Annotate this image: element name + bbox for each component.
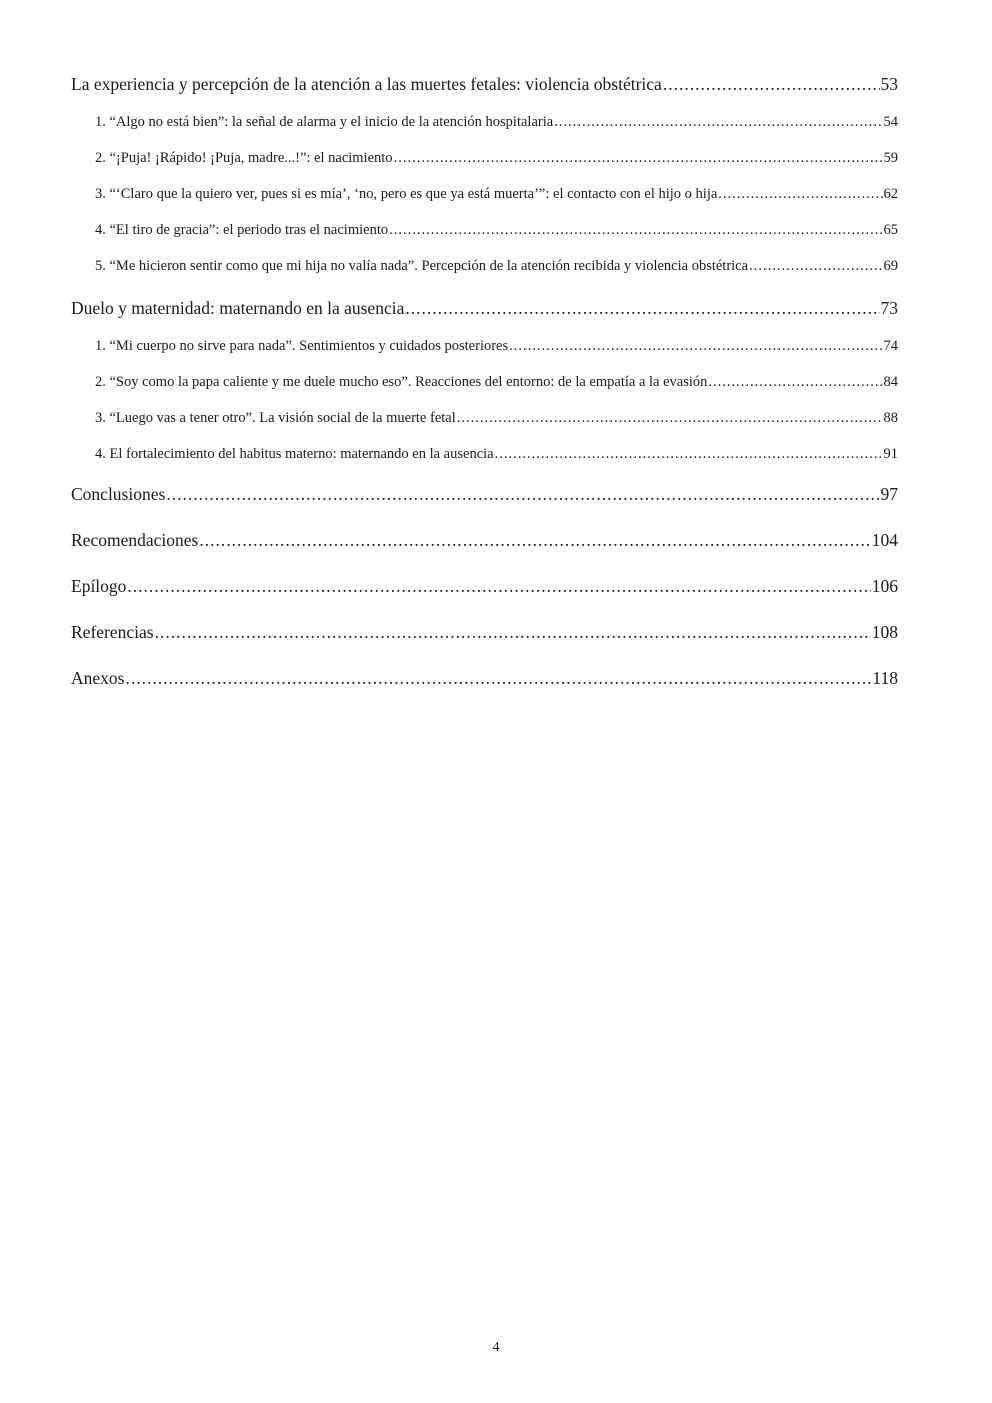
toc-entry-section[interactable]	[71, 70, 898, 98]
dot-leader	[718, 182, 882, 206]
toc-entry-subsection[interactable]	[71, 406, 898, 442]
toc-entry-page: 62	[883, 186, 898, 202]
toc-entry-title: 5. “Me hicieron sentir como que mi hija no valía nada”. Percepción de la atención recibida y violencia obstétrica	[95, 258, 749, 274]
dot-leader	[495, 442, 883, 466]
toc-entry-chapter[interactable]	[71, 618, 898, 646]
toc-entry-page: 88	[883, 410, 898, 426]
toc-entry-title: Epílogo	[71, 576, 127, 596]
toc-entry-page: 69	[883, 258, 898, 274]
toc-entry-subsection[interactable]	[71, 218, 898, 254]
toc-entry-page: 59	[883, 150, 898, 166]
toc-entry-page: 54	[883, 114, 898, 130]
toc-entry-page: 53	[880, 74, 898, 94]
dot-leader	[166, 480, 879, 508]
toc-entry-title: Conclusiones	[71, 484, 166, 504]
dot-leader	[127, 572, 870, 600]
toc-entry-page: 84	[883, 374, 898, 390]
toc-entry-title: 1. “Algo no está bien”: la señal de alarma y el inicio de la atención hospitalaria	[95, 114, 554, 130]
toc-entry-subsection[interactable]	[71, 254, 898, 290]
toc-entry-subsection[interactable]	[71, 110, 898, 146]
dot-leader	[125, 664, 871, 692]
toc-entry-chapter[interactable]	[71, 572, 898, 600]
toc-entry-title: 2. “¡Puja! ¡Rápido! ¡Puja, madre...!”: el nacimiento	[95, 150, 393, 166]
toc-entry-page: 73	[880, 298, 898, 318]
toc-entry-title: 4. “El tiro de gracia”: el periodo tras el nacimiento	[95, 222, 389, 238]
toc-entry-chapter[interactable]	[71, 664, 898, 692]
page-number: 4	[492, 1340, 500, 1355]
toc-entry-title: Referencias	[71, 622, 154, 642]
toc-entry-chapter[interactable]	[71, 526, 898, 554]
dot-leader	[394, 146, 883, 170]
dot-leader	[708, 370, 882, 394]
toc-entry-page: 74	[883, 338, 898, 354]
dot-leader	[457, 406, 883, 430]
dot-leader	[405, 294, 879, 322]
toc-entry-page: 108	[871, 622, 898, 642]
dot-leader	[554, 110, 882, 134]
toc-entry-page: 104	[871, 530, 898, 550]
toc-entry-title: 4. El fortalecimiento del habitus materno: maternando en la ausencia	[95, 446, 494, 462]
toc-entry-page: 65	[883, 222, 898, 238]
dot-leader	[155, 618, 871, 646]
dot-leader	[389, 218, 882, 242]
toc-entry-page: 91	[883, 446, 898, 462]
toc-entry-page: 118	[872, 668, 898, 688]
table-of-contents	[71, 70, 898, 710]
toc-entry-subsection[interactable]	[71, 370, 898, 406]
dot-leader	[509, 334, 882, 358]
dot-leader	[199, 526, 870, 554]
toc-entry-section[interactable]	[71, 294, 898, 322]
toc-entry-subsection[interactable]	[71, 334, 898, 370]
toc-entry-title: 1. “Mi cuerpo no sirve para nada”. Sentimientos y cuidados posteriores	[95, 338, 509, 354]
toc-entry-page: 97	[880, 484, 898, 504]
toc-entry-title: La experiencia y percepción de la atención a las muertes fetales: violencia obstétrica	[71, 74, 662, 94]
toc-entry-page: 106	[871, 576, 898, 596]
toc-entry-chapter[interactable]	[71, 480, 898, 508]
toc-entry-title: Duelo y maternidad: maternando en la ausencia	[71, 298, 405, 318]
toc-entry-title: Recomendaciones	[71, 530, 199, 550]
toc-entry-title: Anexos	[71, 668, 125, 688]
toc-entry-title: 3. “Luego vas a tener otro”. La visión social de la muerte fetal	[95, 410, 456, 426]
toc-entry-subsection[interactable]	[71, 442, 898, 478]
dot-leader	[749, 254, 882, 278]
dot-leader	[663, 70, 880, 98]
toc-entry-subsection[interactable]	[71, 182, 898, 218]
toc-entry-title: 3. “‘Claro que la quiero ver, pues si es mía’, ‘no, pero es que ya está muerta’”: el contacto con el hijo o hija	[95, 186, 718, 202]
toc-entry-subsection[interactable]	[71, 146, 898, 182]
toc-entry-title: 2. “Soy como la papa caliente y me duele mucho eso”. Reacciones del entorno: de la empatía a la evasión	[95, 374, 708, 390]
